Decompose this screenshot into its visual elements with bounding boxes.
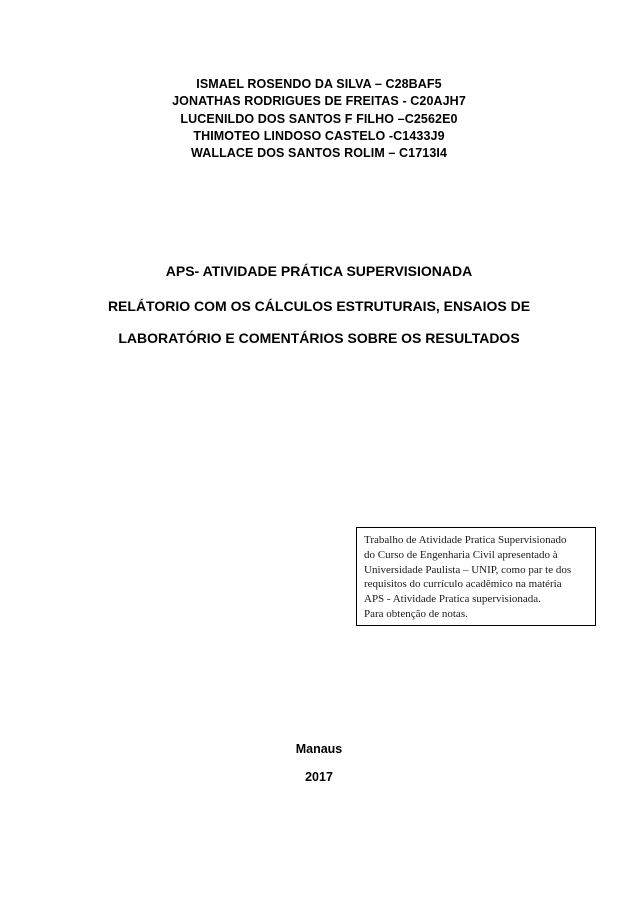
note-line: Trabalho de Atividade Pratica Supervisionado bbox=[364, 534, 567, 546]
report-title-line: RELÁTORIO COM OS CÁLCULOS ESTRUTURAIS, ENSAIOS DE bbox=[107, 298, 531, 314]
note-line: do Curso de Engenharia Civil apresentado à bbox=[364, 548, 558, 561]
author-list bbox=[0, 76, 638, 162]
author-line: JONATHAS RODRIGUES DE FREITAS - C20AJH7 bbox=[172, 94, 466, 109]
aps-title: APS- ATIVIDADE PRÁTICA SUPERVISIONADA bbox=[165, 263, 473, 279]
author-line: ISMAEL ROSENDO DA SILVA – C28BAF5 bbox=[196, 77, 442, 91]
year-label: 2017 bbox=[305, 770, 333, 784]
author-line: WALLACE DOS SANTOS ROLIM – C1713I4 bbox=[191, 146, 447, 161]
note-line: requisitos do currículo acadêmico na matéria bbox=[364, 578, 562, 591]
author-line: LUCENILDO DOS SANTOS F FILHO –C2562E0 bbox=[180, 111, 458, 126]
city-label: Manaus bbox=[295, 742, 343, 756]
submission-note-box bbox=[356, 527, 596, 626]
author-line: THIMOTEO LINDOSO CASTELO -C1433J9 bbox=[193, 128, 445, 143]
note-line: APS - Atividade Pratica supervisionada. bbox=[364, 593, 541, 606]
report-title-line: LABORATÓRIO E COMENTÁRIOS SOBRE OS RESULTADOS bbox=[118, 330, 520, 346]
note-line: Universidade Paulista – UNIP, como par te dos bbox=[364, 563, 572, 576]
report-title bbox=[80, 290, 558, 354]
note-line: Para obtenção de notas. bbox=[364, 607, 468, 620]
